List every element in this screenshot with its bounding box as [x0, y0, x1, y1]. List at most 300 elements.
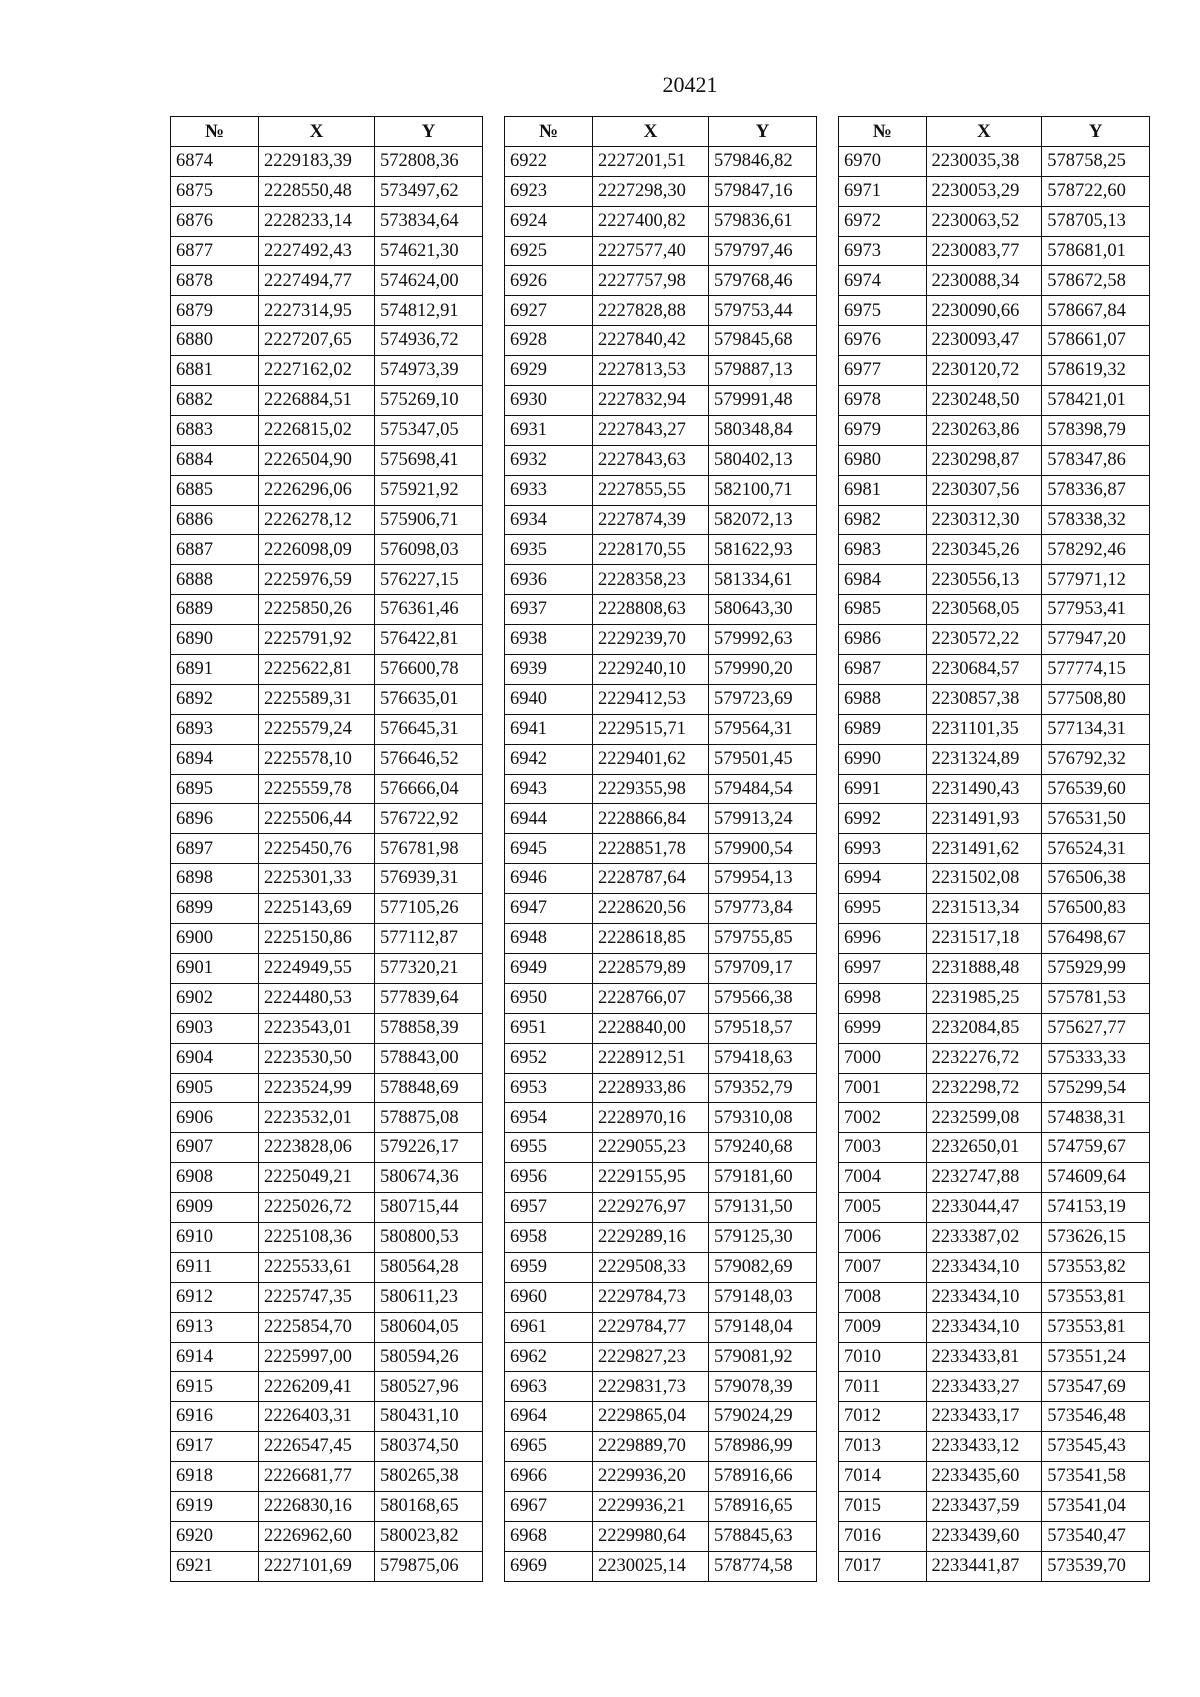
coord-y: 579566,38 [709, 983, 817, 1013]
table-row [171, 983, 483, 1013]
point-number: 6932 [505, 445, 593, 475]
point-number: 6887 [171, 535, 259, 565]
coord-x: 2229412,53 [593, 684, 709, 714]
table-row [839, 655, 1150, 685]
point-number: 6950 [505, 983, 593, 1013]
coord-y: 580527,96 [375, 1372, 483, 1402]
point-number: 6994 [839, 864, 927, 894]
table-row [171, 535, 483, 565]
coord-y: 578722,60 [1042, 176, 1150, 206]
table-row [505, 894, 817, 924]
table-row [171, 1163, 483, 1193]
coord-x: 2225108,36 [259, 1222, 375, 1252]
coord-y: 573553,81 [1042, 1282, 1150, 1312]
point-number: 6974 [839, 266, 927, 296]
table-row [171, 1372, 483, 1402]
table-row [171, 1551, 483, 1581]
coord-y: 581622,93 [709, 535, 817, 565]
coord-x: 2229784,77 [593, 1312, 709, 1342]
coord-x: 2230120,72 [926, 356, 1042, 386]
point-number: 6885 [171, 475, 259, 505]
point-number: 6882 [171, 386, 259, 416]
point-number: 7008 [839, 1282, 927, 1312]
coord-x: 2230298,87 [926, 445, 1042, 475]
point-number: 6933 [505, 475, 593, 505]
coord-x: 2225301,33 [259, 864, 375, 894]
point-number: 6943 [505, 774, 593, 804]
table-row [505, 1043, 817, 1073]
point-number: 6980 [839, 445, 927, 475]
coord-x: 2228550,48 [259, 176, 375, 206]
table-row [505, 1402, 817, 1432]
coord-x: 2225026,72 [259, 1193, 375, 1223]
table-row [171, 744, 483, 774]
point-number: 7011 [839, 1372, 927, 1402]
point-number: 6921 [171, 1551, 259, 1581]
coord-y: 573546,48 [1042, 1402, 1150, 1432]
coord-x: 2223828,06 [259, 1133, 375, 1163]
point-number: 6930 [505, 386, 593, 416]
table-row [171, 684, 483, 714]
point-number: 6952 [505, 1043, 593, 1073]
coord-y: 580643,30 [709, 595, 817, 625]
coord-y: 576939,31 [375, 864, 483, 894]
coord-x: 2230090,66 [926, 296, 1042, 326]
table-row [839, 1222, 1150, 1252]
point-number: 6895 [171, 774, 259, 804]
table-row [171, 176, 483, 206]
point-number: 6939 [505, 655, 593, 685]
point-number: 6975 [839, 296, 927, 326]
coord-x: 2225506,44 [259, 804, 375, 834]
point-number: 6993 [839, 834, 927, 864]
table-row [171, 1432, 483, 1462]
point-number: 6905 [171, 1073, 259, 1103]
point-number: 6904 [171, 1043, 259, 1073]
coord-y: 579501,45 [709, 744, 817, 774]
point-number: 6901 [171, 953, 259, 983]
coord-y: 579773,84 [709, 894, 817, 924]
table-row [839, 804, 1150, 834]
point-number: 6936 [505, 565, 593, 595]
table-row [839, 1342, 1150, 1372]
table-row [839, 1013, 1150, 1043]
coord-x: 2225747,35 [259, 1282, 375, 1312]
table-row [171, 625, 483, 655]
point-number: 6931 [505, 415, 593, 445]
coord-x: 2227314,95 [259, 296, 375, 326]
table-row [839, 924, 1150, 954]
point-number: 6970 [839, 146, 927, 176]
point-number: 6969 [505, 1551, 593, 1581]
table-row [839, 1521, 1150, 1551]
coord-x: 2230307,56 [926, 475, 1042, 505]
coord-x: 2224949,55 [259, 953, 375, 983]
point-number: 6925 [505, 236, 593, 266]
coord-x: 2225997,00 [259, 1342, 375, 1372]
table-row [171, 655, 483, 685]
point-number: 7009 [839, 1312, 927, 1342]
coord-x: 2226962,60 [259, 1521, 375, 1551]
point-number: 6940 [505, 684, 593, 714]
coord-y: 575906,71 [375, 505, 483, 535]
coord-y: 576781,98 [375, 834, 483, 864]
point-number: 6982 [839, 505, 927, 535]
coord-x: 2225143,69 [259, 894, 375, 924]
table-row [839, 1432, 1150, 1462]
coord-y: 580168,65 [375, 1491, 483, 1521]
table-row [505, 565, 817, 595]
point-number: 6909 [171, 1193, 259, 1223]
point-number: 6915 [171, 1372, 259, 1402]
table-row [171, 326, 483, 356]
table-row [839, 1043, 1150, 1073]
coord-y: 575299,54 [1042, 1073, 1150, 1103]
coord-x: 2233439,60 [926, 1521, 1042, 1551]
table-row [839, 625, 1150, 655]
table-row [505, 625, 817, 655]
coord-x: 2229936,21 [593, 1491, 709, 1521]
coord-y: 577105,26 [375, 894, 483, 924]
coord-y: 578858,39 [375, 1013, 483, 1043]
coord-x: 2226296,06 [259, 475, 375, 505]
coord-x: 2225589,31 [259, 684, 375, 714]
coordinate-table-3 [838, 116, 1150, 1582]
coord-x: 2225450,76 [259, 834, 375, 864]
coord-x: 2233433,27 [926, 1372, 1042, 1402]
coord-y: 573553,81 [1042, 1312, 1150, 1342]
coord-x: 2227828,88 [593, 296, 709, 326]
header-y: Y [375, 117, 483, 147]
coord-y: 575347,05 [375, 415, 483, 445]
table-row [171, 1133, 483, 1163]
point-number: 7002 [839, 1103, 927, 1133]
coord-y: 579900,54 [709, 834, 817, 864]
coord-x: 2227400,82 [593, 206, 709, 236]
coord-x: 2225049,21 [259, 1163, 375, 1193]
table-body [505, 146, 817, 1581]
table-row [839, 1252, 1150, 1282]
point-number: 6987 [839, 655, 927, 685]
coord-y: 574812,91 [375, 296, 483, 326]
header-number: № [505, 117, 593, 147]
header-number: № [839, 117, 927, 147]
coord-y: 579954,13 [709, 864, 817, 894]
point-number: 6877 [171, 236, 259, 266]
coord-x: 2229865,04 [593, 1402, 709, 1432]
coord-x: 2228579,89 [593, 953, 709, 983]
coord-x: 2233437,59 [926, 1491, 1042, 1521]
table-row [505, 774, 817, 804]
coord-y: 579310,08 [709, 1103, 817, 1133]
point-number: 7010 [839, 1342, 927, 1372]
table-row [505, 924, 817, 954]
table-row [839, 714, 1150, 744]
coord-x: 2227843,63 [593, 445, 709, 475]
coord-x: 2228933,86 [593, 1073, 709, 1103]
point-number: 6903 [171, 1013, 259, 1043]
table-row [171, 415, 483, 445]
point-number: 6971 [839, 176, 927, 206]
point-number: 6913 [171, 1312, 259, 1342]
table-row [171, 1013, 483, 1043]
coord-y: 579131,50 [709, 1193, 817, 1223]
point-number: 6911 [171, 1252, 259, 1282]
table-row [505, 1342, 817, 1372]
coord-x: 2229936,20 [593, 1462, 709, 1492]
table-row [171, 1521, 483, 1551]
coord-y: 576646,52 [375, 744, 483, 774]
point-number: 7012 [839, 1402, 927, 1432]
point-number: 6894 [171, 744, 259, 774]
coord-y: 579992,63 [709, 625, 817, 655]
table-row [839, 1462, 1150, 1492]
coord-x: 2230684,57 [926, 655, 1042, 685]
coord-y: 577320,21 [375, 953, 483, 983]
coord-y: 579887,13 [709, 356, 817, 386]
table-row [171, 595, 483, 625]
point-number: 7003 [839, 1133, 927, 1163]
point-number: 6945 [505, 834, 593, 864]
coord-x: 2223532,01 [259, 1103, 375, 1133]
coord-y: 578292,46 [1042, 535, 1150, 565]
point-number: 6900 [171, 924, 259, 954]
coord-x: 2225622,81 [259, 655, 375, 685]
header-x: X [593, 117, 709, 147]
point-number: 7013 [839, 1432, 927, 1462]
coord-x: 2228840,00 [593, 1013, 709, 1043]
point-number: 6875 [171, 176, 259, 206]
coord-y: 573834,64 [375, 206, 483, 236]
coord-y: 576722,92 [375, 804, 483, 834]
table-row [505, 1282, 817, 1312]
coord-x: 2229889,70 [593, 1432, 709, 1462]
table-row [505, 1252, 817, 1282]
coord-x: 2227201,51 [593, 146, 709, 176]
table-row [505, 415, 817, 445]
point-number: 6958 [505, 1222, 593, 1252]
coord-y: 581334,61 [709, 565, 817, 595]
table-body [171, 146, 483, 1581]
table-row [505, 1491, 817, 1521]
coord-x: 2231324,89 [926, 744, 1042, 774]
coord-x: 2231491,93 [926, 804, 1042, 834]
table-row [171, 864, 483, 894]
point-number: 6888 [171, 565, 259, 595]
coord-y: 580594,26 [375, 1342, 483, 1372]
coord-y: 573541,04 [1042, 1491, 1150, 1521]
table-body [839, 146, 1150, 1581]
point-number: 6920 [171, 1521, 259, 1551]
table-row [171, 296, 483, 326]
point-number: 6929 [505, 356, 593, 386]
table-row [839, 1372, 1150, 1402]
table-row [839, 1491, 1150, 1521]
coord-y: 579240,68 [709, 1133, 817, 1163]
point-number: 6998 [839, 983, 927, 1013]
point-number: 6979 [839, 415, 927, 445]
table-row [171, 206, 483, 236]
table-row [171, 1312, 483, 1342]
coord-y: 578848,69 [375, 1073, 483, 1103]
coord-x: 2230345,26 [926, 535, 1042, 565]
coord-x: 2230063,52 [926, 206, 1042, 236]
table-row [839, 1073, 1150, 1103]
coord-x: 2226403,31 [259, 1402, 375, 1432]
table-row [505, 655, 817, 685]
coord-y: 578681,01 [1042, 236, 1150, 266]
point-number: 6977 [839, 356, 927, 386]
coord-y: 579991,48 [709, 386, 817, 416]
point-number: 6972 [839, 206, 927, 236]
coord-x: 2233434,10 [926, 1252, 1042, 1282]
coord-y: 579125,30 [709, 1222, 817, 1252]
coord-x: 2230088,34 [926, 266, 1042, 296]
coord-y: 579081,92 [709, 1342, 817, 1372]
coord-x: 2227492,43 [259, 236, 375, 266]
point-number: 6978 [839, 386, 927, 416]
table-row [505, 804, 817, 834]
coord-y: 576498,67 [1042, 924, 1150, 954]
table-row [505, 953, 817, 983]
table-row [171, 804, 483, 834]
coord-y: 579723,69 [709, 684, 817, 714]
point-number: 6886 [171, 505, 259, 535]
table-row [505, 714, 817, 744]
point-number: 6957 [505, 1193, 593, 1223]
coord-x: 2231490,43 [926, 774, 1042, 804]
coord-y: 574624,00 [375, 266, 483, 296]
point-number: 6944 [505, 804, 593, 834]
coord-y: 576422,81 [375, 625, 483, 655]
point-number: 6935 [505, 535, 593, 565]
coord-y: 578916,65 [709, 1491, 817, 1521]
table-row [505, 1163, 817, 1193]
coord-y: 574609,64 [1042, 1163, 1150, 1193]
coord-x: 2227832,94 [593, 386, 709, 416]
point-number: 6956 [505, 1163, 593, 1193]
point-number: 6942 [505, 744, 593, 774]
coordinate-table-1 [170, 116, 483, 1582]
point-number: 7016 [839, 1521, 927, 1551]
table-row [839, 445, 1150, 475]
point-number: 6928 [505, 326, 593, 356]
coord-x: 2227298,30 [593, 176, 709, 206]
point-number: 7006 [839, 1222, 927, 1252]
point-number: 6914 [171, 1342, 259, 1372]
coord-x: 2229515,71 [593, 714, 709, 744]
point-number: 6962 [505, 1342, 593, 1372]
point-number: 6997 [839, 953, 927, 983]
table-row [505, 1551, 817, 1581]
point-number: 6991 [839, 774, 927, 804]
point-number: 6992 [839, 804, 927, 834]
point-number: 6892 [171, 684, 259, 714]
coord-y: 579024,29 [709, 1402, 817, 1432]
header-y: Y [709, 117, 817, 147]
point-number: 6985 [839, 595, 927, 625]
table-row [505, 535, 817, 565]
coord-y: 579418,63 [709, 1043, 817, 1073]
table-row [171, 1193, 483, 1223]
point-number: 7014 [839, 1462, 927, 1492]
coord-y: 576524,31 [1042, 834, 1150, 864]
coord-x: 2229784,73 [593, 1282, 709, 1312]
point-number: 6879 [171, 296, 259, 326]
table-header-row [505, 117, 817, 147]
point-number: 6995 [839, 894, 927, 924]
point-number: 6923 [505, 176, 593, 206]
coord-x: 2229980,64 [593, 1521, 709, 1551]
table-row [839, 505, 1150, 535]
point-number: 6938 [505, 625, 593, 655]
table-row [505, 1462, 817, 1492]
coord-x: 2231491,62 [926, 834, 1042, 864]
coord-y: 578347,86 [1042, 445, 1150, 475]
coord-x: 2229276,97 [593, 1193, 709, 1223]
table-row [171, 146, 483, 176]
table-row [171, 953, 483, 983]
coord-y: 572808,36 [375, 146, 483, 176]
coord-x: 2231985,25 [926, 983, 1042, 1013]
coord-x: 2233433,17 [926, 1402, 1042, 1432]
coord-y: 573497,62 [375, 176, 483, 206]
coord-y: 573551,24 [1042, 1342, 1150, 1372]
coord-x: 2225850,26 [259, 595, 375, 625]
coord-y: 578398,79 [1042, 415, 1150, 445]
coord-y: 579226,17 [375, 1133, 483, 1163]
coord-y: 578916,66 [709, 1462, 817, 1492]
coord-y: 575781,53 [1042, 983, 1150, 1013]
point-number: 6981 [839, 475, 927, 505]
coord-y: 576600,78 [375, 655, 483, 685]
coord-y: 579755,85 [709, 924, 817, 954]
coord-x: 2227757,98 [593, 266, 709, 296]
coord-y: 578843,00 [375, 1043, 483, 1073]
point-number: 6976 [839, 326, 927, 356]
coord-x: 2227162,02 [259, 356, 375, 386]
coord-x: 2230857,38 [926, 684, 1042, 714]
coord-x: 2232599,08 [926, 1103, 1042, 1133]
coord-y: 580564,28 [375, 1252, 483, 1282]
coord-x: 2229240,10 [593, 655, 709, 685]
coord-y: 573553,82 [1042, 1252, 1150, 1282]
coord-x: 2228912,51 [593, 1043, 709, 1073]
point-number: 6990 [839, 744, 927, 774]
point-number: 6919 [171, 1491, 259, 1521]
point-number: 6984 [839, 565, 927, 595]
coord-y: 577774,15 [1042, 655, 1150, 685]
table-row [839, 1312, 1150, 1342]
point-number: 6927 [505, 296, 593, 326]
point-number: 6898 [171, 864, 259, 894]
coord-x: 2228170,55 [593, 535, 709, 565]
coord-y: 577971,12 [1042, 565, 1150, 595]
coord-y: 573540,47 [1042, 1521, 1150, 1551]
point-number: 6874 [171, 146, 259, 176]
coord-x: 2228851,78 [593, 834, 709, 864]
point-number: 6963 [505, 1372, 593, 1402]
table-row [505, 1222, 817, 1252]
table-row [505, 864, 817, 894]
point-number: 7017 [839, 1551, 927, 1581]
coord-y: 578875,08 [375, 1103, 483, 1133]
coord-y: 582100,71 [709, 475, 817, 505]
coord-y: 579836,61 [709, 206, 817, 236]
coord-y: 579913,24 [709, 804, 817, 834]
table-row [505, 296, 817, 326]
coord-x: 2225559,78 [259, 774, 375, 804]
